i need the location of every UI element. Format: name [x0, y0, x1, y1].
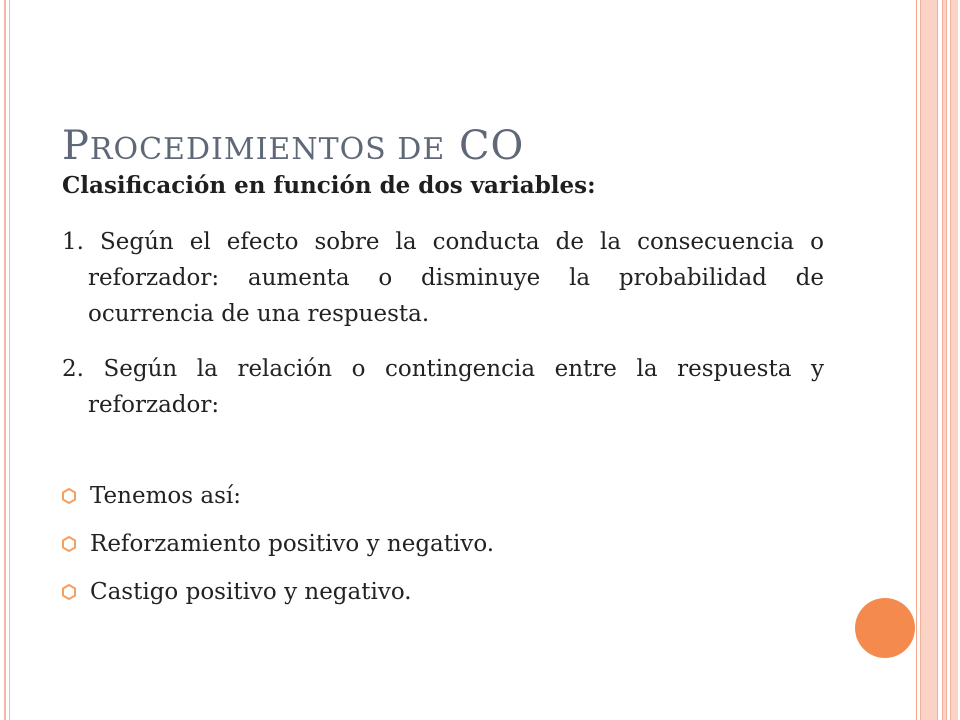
- title-part: ROCEDIMIENTOS: [89, 131, 398, 167]
- numbered-item-text: 1. Según el efecto sobre la conducta de la consecuencia o reforzador: aumenta o disminuye la probabilidad de ocurrencia de una respuesta.: [62, 229, 824, 327]
- numbered-item: [62, 224, 824, 332]
- bullet-item: [62, 574, 822, 622]
- decorative-orange-circle: [855, 598, 915, 658]
- bullet-text: Tenemos así:: [90, 483, 241, 509]
- title-part: CO: [445, 122, 525, 169]
- orange-hexagon-icon: [62, 536, 76, 552]
- title-part: P: [62, 122, 90, 169]
- bullet-text: Castigo positivo y negativo.: [90, 579, 412, 605]
- left-frame-stripe: [4, 0, 10, 720]
- numbered-item: [62, 351, 824, 423]
- bullet-list: [62, 478, 822, 622]
- subheading: Clasificación en función de dos variables:: [62, 172, 596, 199]
- bullet-item: [62, 478, 822, 526]
- right-frame-stripes: [916, 0, 960, 720]
- slide-title: [62, 123, 524, 169]
- bullet-text: Reforzamiento positivo y negativo.: [90, 531, 495, 557]
- orange-hexagon-icon: [62, 584, 76, 600]
- orange-hexagon-icon: [62, 488, 76, 504]
- numbered-item-text: 2. Según la relación o contingencia entre la respuesta y reforzador:: [62, 356, 824, 418]
- title-part: DE: [397, 131, 446, 167]
- bullet-item: [62, 526, 822, 574]
